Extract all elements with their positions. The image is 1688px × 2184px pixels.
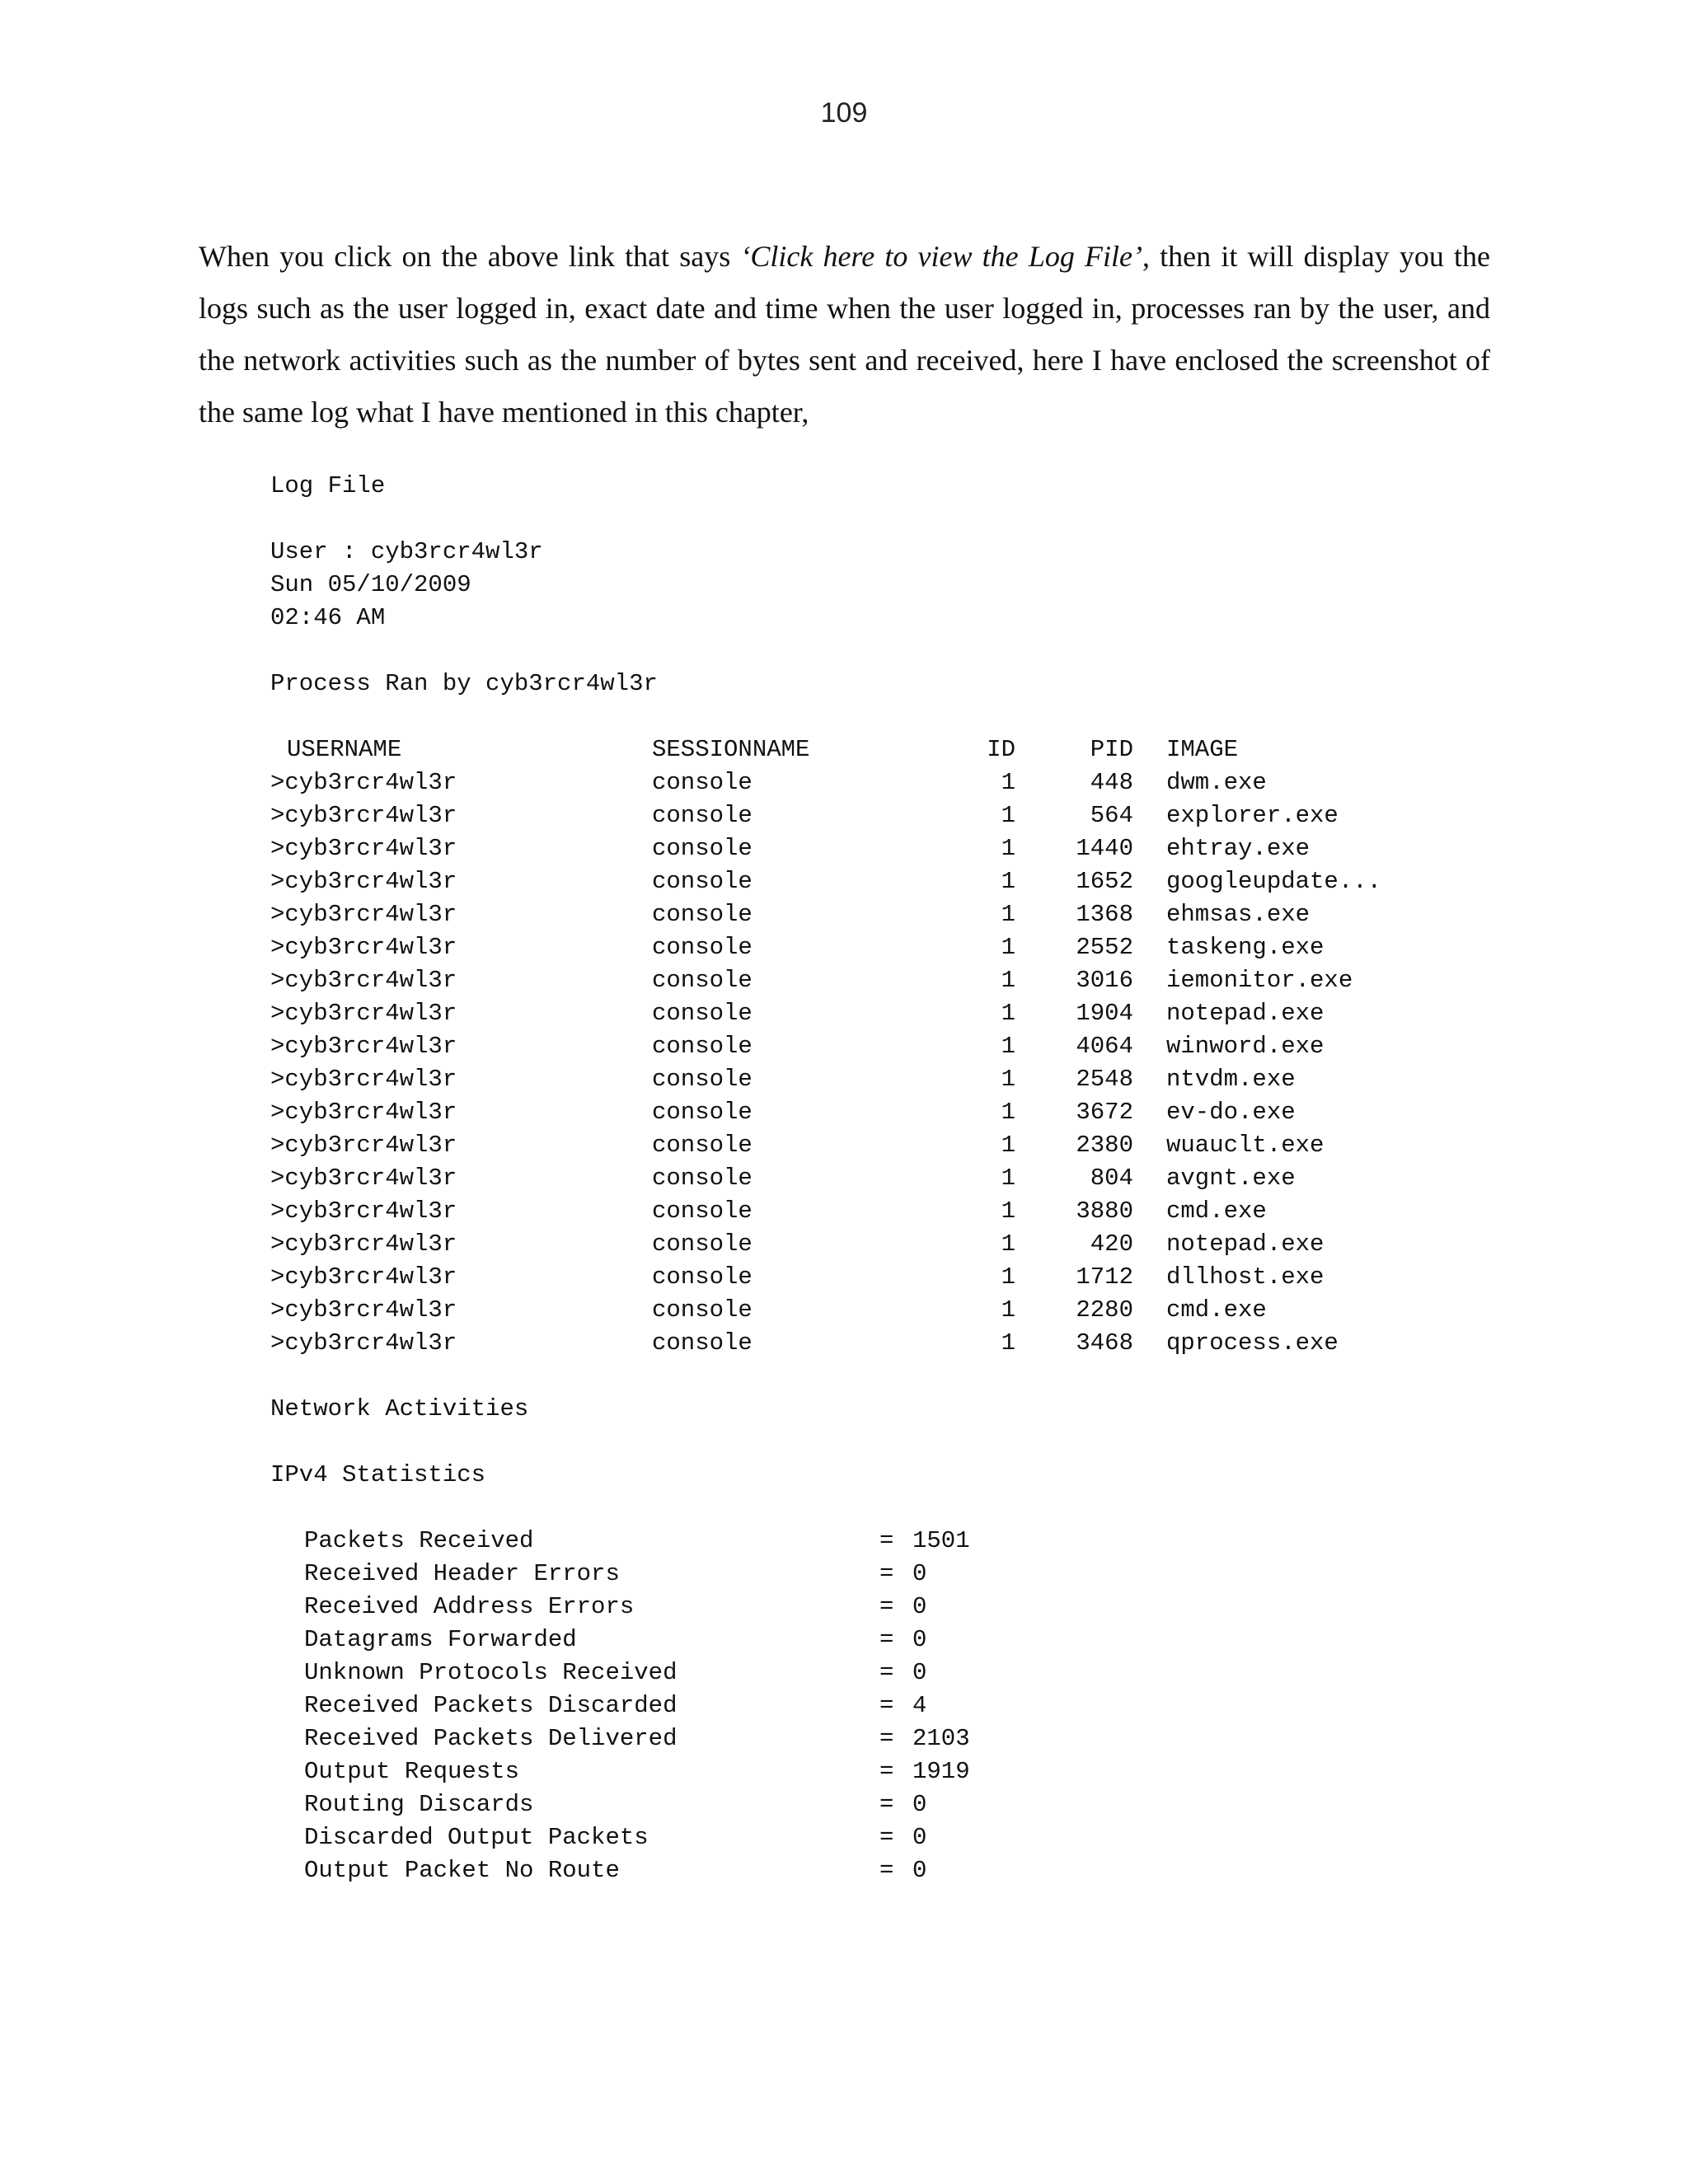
stat-equals: = <box>879 1593 894 1620</box>
stat-equals: = <box>879 1527 894 1554</box>
cell-pid: 2548 <box>1076 1066 1133 1093</box>
cell-image: ntvdm.exe <box>1166 1066 1296 1093</box>
cell-id: 1 <box>1001 1000 1015 1027</box>
stat-label: Received Address Errors <box>304 1593 635 1620</box>
cell-image: notepad.exe <box>1166 1230 1325 1258</box>
cell-username: >cyb3rcr4wl3r <box>270 1329 457 1357</box>
table-row <box>270 1195 1381 1228</box>
network-heading: Network Activities <box>270 1395 529 1422</box>
process-table-header <box>270 733 1381 766</box>
cell-id: 1 <box>1001 1230 1015 1258</box>
stat-label: Output Packet No Route <box>304 1857 620 1884</box>
cell-username: >cyb3rcr4wl3r <box>270 1296 457 1324</box>
log-file-screenshot <box>270 470 1507 1887</box>
cell-sessionname: console <box>652 1066 753 1093</box>
stat-label: Output Requests <box>304 1758 520 1785</box>
cell-username: >cyb3rcr4wl3r <box>270 1263 457 1291</box>
stat-value: 0 <box>912 1824 927 1851</box>
cell-id: 1 <box>1001 1329 1015 1357</box>
cell-image: cmd.exe <box>1166 1296 1267 1324</box>
cell-sessionname: console <box>652 802 753 829</box>
cell-id: 1 <box>1001 1263 1015 1291</box>
header-username: USERNAME <box>287 736 402 763</box>
cell-sessionname: console <box>652 1132 753 1159</box>
log-link-quote: ‘Click here to view the Log File’ <box>740 240 1142 273</box>
cell-sessionname: console <box>652 1197 753 1225</box>
cell-username: >cyb3rcr4wl3r <box>270 1230 457 1258</box>
cell-username: >cyb3rcr4wl3r <box>270 1132 457 1159</box>
stat-value: 1501 <box>912 1527 970 1554</box>
cell-image: qprocess.exe <box>1166 1329 1339 1357</box>
stat-label: Routing Discards <box>304 1791 534 1818</box>
cell-username: >cyb3rcr4wl3r <box>270 769 457 796</box>
cell-pid: 420 <box>1090 1230 1133 1258</box>
cell-pid: 2380 <box>1076 1132 1133 1159</box>
cell-id: 1 <box>1001 802 1015 829</box>
cell-pid: 564 <box>1090 802 1133 829</box>
cell-username: >cyb3rcr4wl3r <box>270 1197 457 1225</box>
stat-equals: = <box>879 1725 894 1752</box>
cell-sessionname: console <box>652 1033 753 1060</box>
cell-pid: 1904 <box>1076 1000 1133 1027</box>
header-pid: PID <box>1090 736 1133 763</box>
stat-value: 2103 <box>912 1725 970 1752</box>
log-date: Sun 05/10/2009 <box>270 571 471 598</box>
cell-pid: 448 <box>1090 769 1133 796</box>
cell-id: 1 <box>1001 1197 1015 1225</box>
cell-pid: 1712 <box>1076 1263 1133 1291</box>
cell-image: googleupdate... <box>1166 868 1382 895</box>
cell-image: winword.exe <box>1166 1033 1325 1060</box>
cell-image: dwm.exe <box>1166 769 1267 796</box>
header-sessionname: SESSIONNAME <box>652 736 810 763</box>
cell-sessionname: console <box>652 868 753 895</box>
table-row <box>270 1228 1381 1261</box>
cell-id: 1 <box>1001 835 1015 862</box>
stat-value: 0 <box>912 1626 927 1653</box>
stat-row <box>304 1558 1507 1591</box>
cell-username: >cyb3rcr4wl3r <box>270 934 457 961</box>
log-time: 02:46 AM <box>270 604 386 631</box>
stat-row <box>304 1624 1507 1657</box>
cell-pid: 2280 <box>1076 1296 1133 1324</box>
ipv4-heading: IPv4 Statistics <box>270 1461 486 1488</box>
cell-image: wuauclt.exe <box>1166 1132 1325 1159</box>
cell-username: >cyb3rcr4wl3r <box>270 967 457 994</box>
stat-equals: = <box>879 1824 894 1851</box>
table-row <box>270 1030 1381 1063</box>
stat-row <box>304 1591 1507 1624</box>
process-table-body <box>270 766 1381 1360</box>
cell-image: iemonitor.exe <box>1166 967 1353 994</box>
stat-equals: = <box>879 1857 894 1884</box>
process-heading: Process Ran by cyb3rcr4wl3r <box>270 670 658 697</box>
cell-id: 1 <box>1001 1296 1015 1324</box>
log-title: Log File <box>270 472 386 499</box>
cell-image: ehmsas.exe <box>1166 901 1311 928</box>
table-row <box>270 1327 1381 1360</box>
cell-pid: 1368 <box>1076 901 1133 928</box>
cell-image: cmd.exe <box>1166 1197 1267 1225</box>
ipv4-stats-list <box>304 1525 1507 1887</box>
cell-username: >cyb3rcr4wl3r <box>270 1000 457 1027</box>
table-row <box>270 931 1381 964</box>
cell-pid: 2552 <box>1076 934 1133 961</box>
stat-value: 0 <box>912 1857 927 1884</box>
table-row <box>270 1294 1381 1327</box>
cell-pid: 804 <box>1090 1165 1133 1192</box>
table-row <box>270 832 1381 865</box>
table-row <box>270 997 1381 1030</box>
log-user: User : cyb3rcr4wl3r <box>270 538 543 565</box>
cell-sessionname: console <box>652 1230 753 1258</box>
cell-id: 1 <box>1001 1066 1015 1093</box>
stat-equals: = <box>879 1659 894 1686</box>
stat-row <box>304 1722 1507 1755</box>
cell-sessionname: console <box>652 967 753 994</box>
cell-sessionname: console <box>652 1263 753 1291</box>
cell-id: 1 <box>1001 1099 1015 1126</box>
cell-username: >cyb3rcr4wl3r <box>270 1165 457 1192</box>
table-row <box>270 865 1381 898</box>
stat-label: Discarded Output Packets <box>304 1824 649 1851</box>
stat-row <box>304 1525 1507 1558</box>
cell-image: ev-do.exe <box>1166 1099 1296 1126</box>
stat-row <box>304 1690 1507 1722</box>
stat-value: 0 <box>912 1659 927 1686</box>
cell-sessionname: console <box>652 1099 753 1126</box>
stat-equals: = <box>879 1692 894 1719</box>
cell-pid: 3672 <box>1076 1099 1133 1126</box>
table-row <box>270 799 1381 832</box>
cell-username: >cyb3rcr4wl3r <box>270 1066 457 1093</box>
table-row <box>270 766 1381 799</box>
stat-equals: = <box>879 1758 894 1785</box>
header-image: IMAGE <box>1166 736 1239 763</box>
cell-pid: 3880 <box>1076 1197 1133 1225</box>
stat-row <box>304 1788 1507 1821</box>
cell-username: >cyb3rcr4wl3r <box>270 868 457 895</box>
page-number: 109 <box>820 97 868 129</box>
cell-pid: 1652 <box>1076 868 1133 895</box>
cell-pid: 4064 <box>1076 1033 1133 1060</box>
stat-row <box>304 1657 1507 1690</box>
table-row <box>270 1162 1381 1195</box>
intro-text-after: , then it will display you the logs such as the user logged in, exact date and time when the user logged in, processes ran by the user, and the network activities such as the number of bytes sent and received, here I have enclosed the screenshot of the same log what I have mentioned in this chapter, <box>199 240 1491 429</box>
cell-image: taskeng.exe <box>1166 934 1325 961</box>
cell-sessionname: console <box>652 1329 753 1357</box>
table-row <box>270 898 1381 931</box>
process-table <box>270 733 1381 1360</box>
cell-pid: 3468 <box>1076 1329 1133 1357</box>
cell-image: dllhost.exe <box>1166 1263 1325 1291</box>
stat-value: 0 <box>912 1560 927 1587</box>
cell-id: 1 <box>1001 901 1015 928</box>
stat-value: 1919 <box>912 1758 970 1785</box>
header-id: ID <box>987 736 1015 763</box>
cell-id: 1 <box>1001 1033 1015 1060</box>
cell-id: 1 <box>1001 934 1015 961</box>
cell-id: 1 <box>1001 769 1015 796</box>
intro-text-before: When you click on the above link that says <box>199 240 741 273</box>
table-row <box>270 1261 1381 1294</box>
cell-image: notepad.exe <box>1166 1000 1325 1027</box>
cell-sessionname: console <box>652 1296 753 1324</box>
stat-row <box>304 1755 1507 1788</box>
cell-id: 1 <box>1001 1132 1015 1159</box>
table-row <box>270 1129 1381 1162</box>
stat-row <box>304 1854 1507 1887</box>
cell-image: explorer.exe <box>1166 802 1339 829</box>
stat-value: 0 <box>912 1593 927 1620</box>
cell-pid: 1440 <box>1076 835 1133 862</box>
stat-label: Datagrams Forwarded <box>304 1626 577 1653</box>
stat-label: Received Packets Discarded <box>304 1692 678 1719</box>
stat-equals: = <box>879 1560 894 1587</box>
cell-id: 1 <box>1001 967 1015 994</box>
cell-sessionname: console <box>652 1165 753 1192</box>
cell-sessionname: console <box>652 1000 753 1027</box>
stat-row <box>304 1821 1507 1854</box>
stat-equals: = <box>879 1626 894 1653</box>
stat-label: Packets Received <box>304 1527 534 1554</box>
cell-sessionname: console <box>652 901 753 928</box>
cell-image: ehtray.exe <box>1166 835 1311 862</box>
intro-paragraph <box>199 231 1490 438</box>
cell-username: >cyb3rcr4wl3r <box>270 802 457 829</box>
stat-label: Received Packets Delivered <box>304 1725 678 1752</box>
cell-id: 1 <box>1001 868 1015 895</box>
cell-pid: 3016 <box>1076 967 1133 994</box>
cell-sessionname: console <box>652 835 753 862</box>
cell-image: avgnt.exe <box>1166 1165 1296 1192</box>
table-row <box>270 1063 1381 1096</box>
cell-username: >cyb3rcr4wl3r <box>270 835 457 862</box>
cell-username: >cyb3rcr4wl3r <box>270 901 457 928</box>
cell-username: >cyb3rcr4wl3r <box>270 1099 457 1126</box>
stat-equals: = <box>879 1791 894 1818</box>
stat-value: 0 <box>912 1791 927 1818</box>
cell-sessionname: console <box>652 769 753 796</box>
stat-value: 4 <box>912 1692 927 1719</box>
cell-sessionname: console <box>652 934 753 961</box>
table-row <box>270 1096 1381 1129</box>
cell-id: 1 <box>1001 1165 1015 1192</box>
stat-label: Received Header Errors <box>304 1560 620 1587</box>
table-row <box>270 964 1381 997</box>
stat-label: Unknown Protocols Received <box>304 1659 678 1686</box>
cell-username: >cyb3rcr4wl3r <box>270 1033 457 1060</box>
